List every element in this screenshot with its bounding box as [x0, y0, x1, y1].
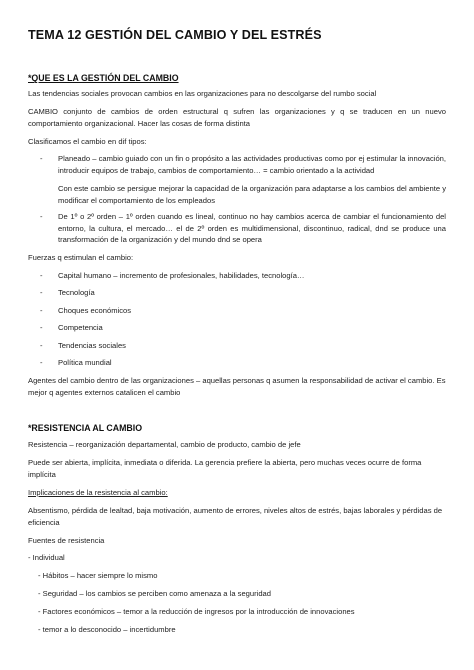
paragraph: Agentes del cambio dentro de las organizaciones – aquellas personas q asumen la responsabilidad de activar el cambio. Es mejor q agentes externos catalicen el cambio: [28, 376, 446, 397]
list-item: Tendencias sociales: [58, 341, 126, 350]
list-item: De 1º o 2º orden – 1º orden cuando es lineal, continuo no hay cambios acerca de cambiar el funcionamiento del entorno, la cultura, el mercado… el de 2º orden es multidimensional, discontinuo, radical, dnd se produce una transformación de la organización y del mundo dnd se opera: [58, 212, 446, 245]
paragraph: Fuerzas q estimulan el cambio:: [28, 253, 134, 262]
list-item: - Seguridad – los cambios se perciben como amenaza a la seguridad: [38, 589, 272, 598]
list-item: - temor a lo desconocido – incertidumbre: [38, 625, 176, 634]
paragraph: Resistencia – reorganización departamental, cambio de producto, cambio de jefe: [28, 440, 301, 449]
list-item-continuation: Con este cambio se persigue mejorar la capacidad de la organización para adaptarse a los cambios del ambiente y modificar el comportamiento de los empleados: [58, 184, 446, 205]
list-bullet: -: [40, 358, 43, 367]
paragraph: CAMBIO conjunto de cambios de orden estructural q sufren las organizaciones y q se traducen en un nuevo comportamiento organizacional. Hacer las cosas de forma distinta: [28, 107, 446, 128]
list-bullet: -: [40, 154, 43, 163]
list-item: Política mundial: [58, 358, 112, 367]
list-item: - Individual: [28, 553, 65, 562]
list-item: - Hábitos – hacer siempre lo mismo: [38, 571, 158, 580]
paragraph: Clasificamos el cambio en dif tipos:: [28, 137, 147, 146]
list-bullet: -: [40, 288, 43, 297]
paragraph: Las tendencias sociales provocan cambios en las organizaciones para no descolgarse del rumbo social: [28, 89, 377, 98]
list-item: Competencia: [58, 323, 103, 332]
paragraph: Absentismo, pérdida de lealtad, baja motivación, aumento de errores, niveles altos de estrés, bajas laborales y pérdidas de eficiencia: [28, 506, 443, 527]
document-title: TEMA 12 GESTIÓN DEL CAMBIO Y DEL ESTRÉS: [28, 28, 322, 42]
list-bullet: -: [40, 212, 43, 221]
list-item: Choques económicos: [58, 306, 132, 315]
list-item: Planeado – cambio guiado con un fin o propósito a las actividades productivas como por ej estimular la innovación, introducir equipos de trabajo, cambios de comportamiento… = cambio orientado a la actividad: [58, 154, 446, 175]
list-bullet: -: [40, 271, 43, 280]
list-bullet: -: [40, 306, 43, 315]
section-heading-gestion: *QUE ES LA GESTIÓN DEL CAMBIO: [28, 73, 179, 83]
list-bullet: -: [40, 323, 43, 332]
list-item: Tecnología: [58, 288, 95, 297]
section-heading-resistencia: *RESISTENCIA AL CAMBIO: [28, 423, 143, 433]
list-item: - Factores económicos – temor a la reducción de ingresos por la introducción de innovaciones: [38, 607, 355, 616]
list-bullet: -: [40, 341, 43, 350]
paragraph: Puede ser abierta, implícita, inmediata o diferida. La gerencia prefiere la abierta, pero muchas veces ocurre de forma implícita: [28, 458, 422, 479]
list-item: Capital humano – incremento de profesionales, habilidades, tecnología…: [58, 271, 305, 280]
subheading: Implicaciones de la resistencia al cambio:: [28, 488, 168, 497]
paragraph: Fuentes de resistencia: [28, 536, 105, 545]
